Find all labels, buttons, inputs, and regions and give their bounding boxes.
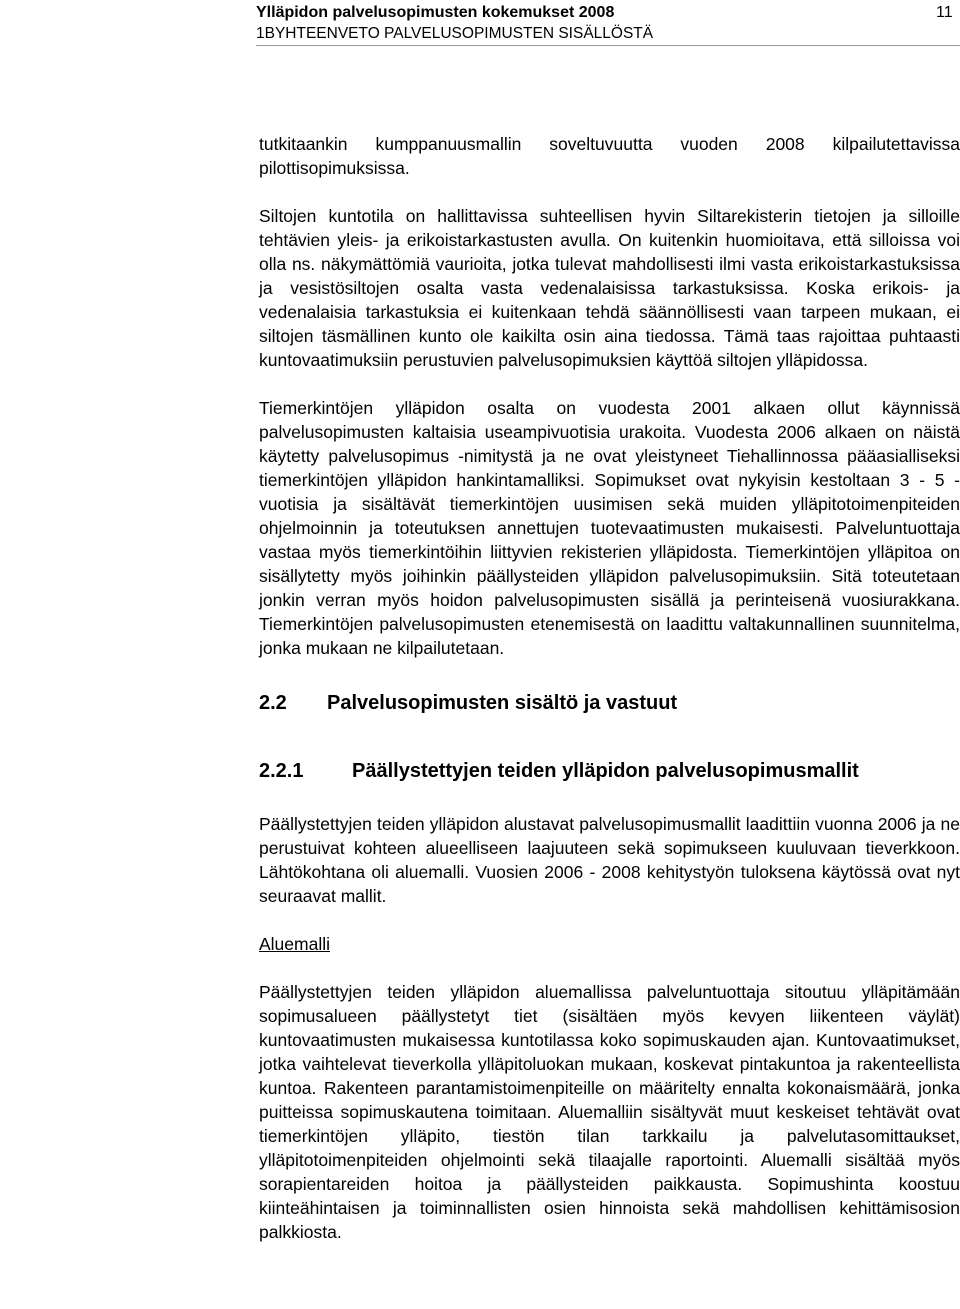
page-header <box>0 0 960 46</box>
header-divider <box>256 45 960 46</box>
paragraph-bridge-condition: Siltojen kuntotila on hallittavissa suhteellisen hyvin Siltarekisterin tietojen ja silloille tehtävien yleis- ja erikoistarkastusten avulla. On kuitenkin huomioitava, että silloissa voi olla ns. näkymättömiä vaurioita, jotka tulevat mahdollisesti ilmi vasta erikoistarkastuksissa ja vesistösiltojen osalta vasta vedenalaisissa tarkastuksissa. Koska erikois- ja vedenalaisia tarkastuksia ei kuitenkaan tehdä säännöllisesti vaan tarpeen mukaan, ei siltojen täsmällinen kunto ole kaikilta osin aina tiedossa. Tämä taas rajoittaa puhtaasti kuntovaatimuksiin perustuvien palvelusopimuksien käyttöä siltojen ylläpidossa. <box>259 206 960 370</box>
subsection-title: Päällystettyjen teiden ylläpidon palvelusopimusmallit <box>352 760 859 782</box>
section-heading-2-2 <box>259 690 960 716</box>
chapter-subtitle: 1BYHTEENVETO PALVELUSOPIMUSTEN SISÄLLÖSTÄ <box>256 25 654 42</box>
document-body <box>259 132 960 1244</box>
section-title: Palvelusopimusten sisältö ja vastuut <box>327 692 678 714</box>
document-title: Ylläpidon palvelusopimusten kokemukset 2008 <box>256 4 615 21</box>
subsection-number: 2.2.1 <box>259 760 304 782</box>
section-heading-2-2-1 <box>259 758 960 784</box>
subheading-aluemalli: Aluemalli <box>259 934 330 954</box>
paragraph-area-model: Päällystettyjen teiden ylläpidon aluemallissa palveluntuottaja sitoutuu ylläpitämään sopimusalueen päällystetyt tiet (sisältäen myös kevyen liikenteen väylät) kuntovaatimusten mukaisessa kuntotilassa koko sopimuskauden ajan. Kuntovaatimukset, jotka vaihtelevat tieverkolla ylläpitoluokan mukaan, koskevat pintakuntoa ja rakenteellista kuntoa. Rakenteen parantamistoimenpiteille on määritelty ennalta kokonaismäärä, jonka puitteissa sopimuskautena toimitaan. Aluemalliin sisältyvät muut keskeiset tehtävät ovat tiemerkintöjen ylläpito, tiestön tilan tarkkailu ja palvelutasomittaukset, ylläpitotoimenpiteiden ohjelmointi sekä tilaajalle raportointi. Aluemalli sisältää myös sorapientareiden hoitoa ja päällysteiden paikkausta. Sopimushinta koostuu kiinteähintaisen ja toiminnallisten osien hinnoista sekä mahdollisen kehittämisosion palkkiosta. <box>259 982 960 1242</box>
paragraph-road-markings: Tiemerkintöjen ylläpidon osalta on vuodesta 2001 alkaen ollut käynnissä palvelusopimusten kaltaisia useampivuotisia urakoita. Vuodesta 2006 alkaen on näistä käytetty palvelusopimus -nimitystä ja ne ovat yleistyneet Tiehallinnossa pääasialliseksi tiemerkintöjen ylläpidon hankintamalliksi. Sopimukset ovat nykyisin kestoltaan 3 - 5 -vuotisia ja sisältävät tiemerkintöjen uusimisen sekä muiden ylläpitotoimenpiteiden ohjelmoinnin ja toteutuksen annettujen tuotevaatimusten mukaisesti. Palveluntuottaja vastaa myös tiemerkintöihin liittyvien rekisterien ylläpidosta. Tiemerkintöjen ylläpitoa on sisällytetty myös joihinkin päällysteiden ylläpidon palvelusopimuksiin. Sitä toteutetaan jonkin verran myös hoidon palvelusopimusten sisällä ja perinteisenä vuosiurakkana. Tiemerkintöjen palvelusopimusten etenemisestä on laadittu valtakunnallinen suunnitelma, jonka mukaan ne kilpailutetaan. <box>259 398 960 658</box>
paragraph-contract-models: Päällystettyjen teiden ylläpidon alustavat palvelusopimusmallit laadittiin vuonna 2006 ja ne perustuivat kohteen alueelliseen laajuuteen sekä sopimukseen kuuluvaan tieverkkoon. Lähtökohtana oli aluemalli. Vuosien 2006 - 2008 kehitystyön tuloksena käytössä ovat nyt seuraavat mallit. <box>259 814 960 906</box>
section-number: 2.2 <box>259 692 287 714</box>
paragraph-pilot-contracts: tutkitaankin kumppanuusmallin soveltuvuutta vuoden 2008 kilpailutettavissa pilottisopimuksissa. <box>259 134 960 178</box>
page-number: 11 <box>936 4 953 21</box>
